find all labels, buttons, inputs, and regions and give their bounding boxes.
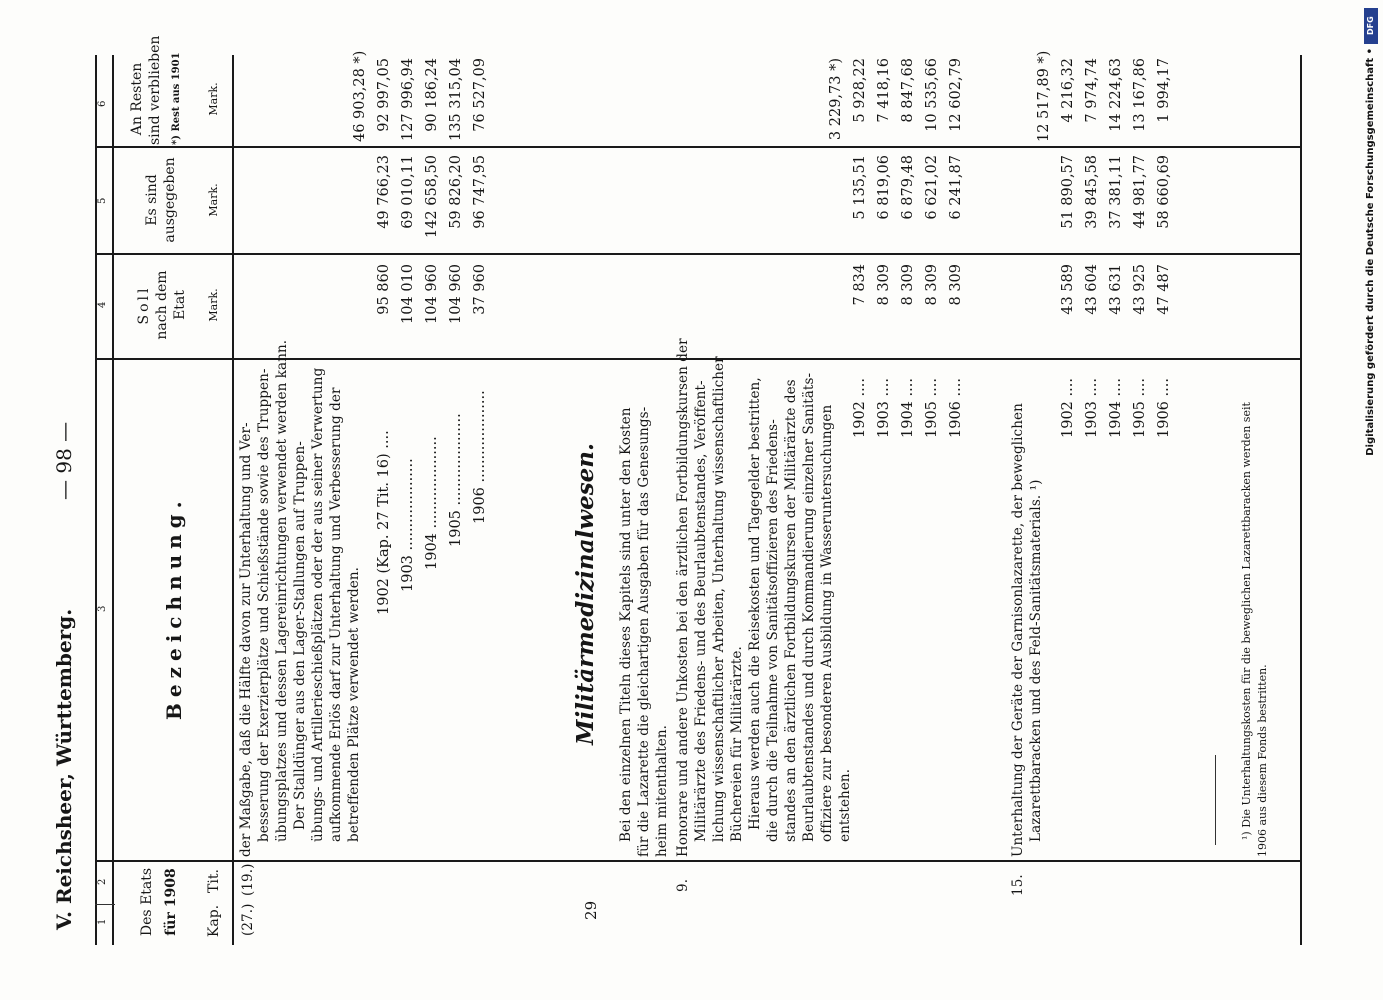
header-etat: Des Etats: [139, 867, 155, 937]
block2-ausg: 6 621,02: [924, 155, 940, 220]
block1-line: betreffenden Plätze verwendet werden.: [346, 566, 362, 842]
header-soll-1: Soll: [136, 285, 152, 325]
col-rule-5-6: [95, 146, 1300, 148]
section-intro: heim mitenthalten.: [654, 724, 670, 857]
block3-rest: 4 216,32: [1060, 58, 1076, 123]
block1-year: 1904 ....................: [424, 436, 440, 570]
block2-line: lichung wissenschaftlicher Arbeiten, Unterhaltung wissenschaftlicher: [711, 356, 727, 842]
header-tit: Tit.: [206, 869, 222, 893]
block2-ausg: 6 879,48: [900, 155, 916, 220]
block1-rest-1901: 46 903,28 *): [352, 50, 368, 142]
block1-kap: (27.): [240, 903, 256, 936]
block2-rest: 10 535,66: [924, 58, 940, 132]
block3-rest: 14 224,63: [1108, 58, 1124, 132]
header-bottom-rule: [232, 55, 234, 945]
col-rule-1-2: [95, 904, 115, 905]
block1-rest: 135 315,04: [448, 58, 464, 142]
header-ausg-2: ausgegeben: [162, 157, 178, 243]
block2-line: Beurlaubtenstandes und durch Kommandierung einzelner Sanitäts-: [801, 372, 817, 842]
colnum-6: 6: [97, 100, 108, 107]
table-bottom-rule: [1300, 55, 1302, 945]
block1-soll: 104 960: [424, 264, 440, 324]
block3-year: 1904 ....: [1108, 378, 1124, 438]
block3-rest-1901: 12 517,89 *): [1036, 50, 1052, 142]
block2-ausg: 6 819,06: [876, 155, 892, 220]
block1-rest: 90 186,24: [424, 58, 440, 132]
block3-soll: 43 925: [1132, 264, 1148, 315]
block2-ausg: 6 241,87: [948, 155, 964, 220]
header-rest-2: sind verblieben: [147, 35, 163, 145]
block2-year: 1906 ....: [948, 378, 964, 438]
block3-ausg: 51 890,57: [1060, 155, 1076, 229]
header-rest-1: An Resten: [129, 62, 145, 136]
block1-line: besserung der Exerzierplätze und Schießstände sowie des Truppen-: [256, 368, 272, 842]
block1-line: der Maßgabe, daß die Hälfte davon zur Unterhaltung und Ver-: [238, 422, 254, 857]
colnum-3: 3: [97, 605, 108, 612]
col-rule-4-5: [95, 253, 1300, 255]
block2-line: Hieraus werden auch die Reisekosten und Tagegelder bestritten,: [747, 377, 763, 830]
block3-soll: 43 604: [1084, 264, 1100, 315]
block2-soll: 7 834: [852, 264, 868, 306]
block1-year: 1902 (Kap. 27 Tit. 16) ....: [376, 430, 392, 615]
footnote-rule: [1215, 755, 1216, 845]
block1-ausg: 59 826,20: [448, 155, 464, 229]
block3-tit: 15.: [1010, 874, 1026, 896]
block2-line: Militärärzte des Friedens- und des Beurlaubtenstandes, Veröffent-: [693, 380, 709, 842]
block1-rest: 76 527,09: [472, 58, 488, 132]
block3-rest: 1 994,17: [1156, 58, 1172, 123]
block1-soll: 104 960: [448, 264, 464, 324]
block3-line: Unterhaltung der Geräte der Garnisonlazarette, der beweglichen: [1010, 403, 1026, 857]
header-bezeichnung: Bezeichnung.: [162, 495, 186, 720]
block2-rest-1901: 3 229,73 *): [828, 58, 844, 141]
block2-line: standes an den ärztlichen Fortbildungskursen der Militärärzte des: [783, 379, 799, 842]
block1-year: 1905 ....................: [448, 413, 464, 547]
block3-line: Lazarettbaracken und des Feld-Sanitätsmaterials. ¹): [1028, 479, 1044, 842]
block2-tit: 9.: [675, 878, 691, 892]
block1-ausg: 96 747,95: [472, 155, 488, 229]
block1-line: Der Stalldünger aus den Lager-Stallungen auf Truppen-: [292, 441, 308, 830]
block1-tit: (19.): [240, 863, 256, 896]
block2-soll: 8 309: [876, 264, 892, 306]
block1-year: 1906 ....................: [472, 390, 488, 524]
header-kap: Kap.: [206, 904, 222, 938]
block3-soll: 43 631: [1108, 264, 1124, 315]
block3-soll: 43 589: [1060, 264, 1076, 315]
block1-soll: 95 860: [376, 264, 392, 315]
block1-line: aufkommende Erlös darf zur Unterhaltung und Verbesserung der: [328, 387, 344, 842]
block2-ausg: 5 135,51: [852, 155, 868, 220]
header-soll-2: nach dem: [154, 270, 170, 340]
block3-ausg: 44 981,77: [1132, 155, 1148, 229]
block1-ausg: 49 766,23: [376, 155, 392, 229]
colnum-5: 5: [97, 197, 108, 204]
side-credit-text: Digitalisierung gefördert durch die Deutsche Forschungsgemeinschaft •: [1365, 48, 1376, 456]
block3-year: 1906 ....: [1156, 378, 1172, 438]
block2-year: 1902 ....: [852, 378, 868, 438]
block3-ausg: 58 660,69: [1156, 155, 1172, 229]
page-number: — 98 —: [52, 421, 76, 500]
block2-year: 1904 ....: [900, 378, 916, 438]
block1-line: übungsplatzes und dessen Lagereinrichtungen verwendet werden kann.: [274, 339, 290, 842]
block2-soll: 8 309: [900, 264, 916, 306]
side-credit: [1362, 0, 1382, 1000]
header-rest-3: *) Rest aus 1901: [171, 52, 182, 145]
block1-rest: 92 997,05: [376, 58, 392, 132]
header-fuer: für 1908: [163, 868, 179, 936]
colnum-rule: [112, 55, 114, 945]
block3-ausg: 37 381,11: [1108, 155, 1124, 229]
footnote-line: 1906 aus diesem Fonds bestritten.: [1256, 664, 1269, 857]
block3-rest: 13 167,86: [1132, 58, 1148, 132]
colnum-4: 4: [97, 301, 108, 308]
block1-soll: 37 960: [472, 264, 488, 315]
block1-rest: 127 996,94: [400, 58, 416, 142]
block1-ausg: 142 658,50: [424, 155, 440, 239]
block2-rest: 12 602,79: [948, 58, 964, 132]
block1-soll: 104 010: [400, 264, 416, 324]
block3-year: 1905 ....: [1132, 378, 1148, 438]
header-rest-unit: Mark.: [207, 82, 220, 116]
col-rule-2-3: [95, 860, 1300, 862]
table-top-rule: [95, 55, 97, 945]
block1-year: 1903 ....................: [400, 458, 416, 592]
block2-year: 1905 ....: [924, 378, 940, 438]
block2-line: entstehen.: [837, 768, 853, 842]
block2-line: offiziere zur besonderen Ausbildung in Wasseruntersuchungen: [819, 404, 835, 842]
header-ausg-unit: Mark.: [207, 183, 220, 217]
header-soll-unit: Mark.: [207, 288, 220, 322]
block2-line: die durch die Teilnahme von Sanitätsoffizieren des Friedens-: [765, 419, 781, 842]
section-kap: 29: [582, 900, 600, 920]
block3-year: 1903 ....: [1084, 378, 1100, 438]
dfg-logo: DFG: [1364, 8, 1378, 44]
footnote-line: ¹) Die Unterhaltungskosten für die beweglichen Lazarettbaracken werden seit: [1240, 402, 1253, 840]
block1-line: übungs- und Artillerieschießplätzen oder der aus seiner Verwertung: [310, 367, 326, 842]
header-soll-3: Etat: [172, 290, 188, 320]
block3-soll: 47 487: [1156, 264, 1172, 315]
block2-year: 1903 ....: [876, 378, 892, 438]
block2-rest: 5 928,22: [852, 58, 868, 123]
block2-line: Büchereien für Militärärzte.: [729, 646, 745, 842]
section-intro: Bei den einzelnen Titeln dieses Kapitels sind unter den Kosten: [618, 407, 634, 842]
block3-ausg: 39 845,58: [1084, 155, 1100, 229]
block2-soll: 8 309: [948, 264, 964, 306]
section-title: Militärmedizinalwesen.: [572, 442, 599, 745]
block2-rest: 7 418,16: [876, 58, 892, 123]
block2-line: Honorare und andere Unkosten bei den ärztlichen Fortbildungskursen der: [675, 338, 691, 857]
colnum-1: 1: [97, 918, 108, 925]
header-ausg-1: Es sind: [144, 174, 160, 226]
block2-soll: 8 309: [924, 264, 940, 306]
block1-ausg: 69 010,11: [400, 155, 416, 229]
colnum-2: 2: [97, 878, 108, 885]
block3-year: 1902 ....: [1060, 378, 1076, 438]
block3-rest: 7 974,74: [1084, 58, 1100, 123]
running-head: V. Reichsheer, Württemberg.: [52, 608, 76, 930]
section-intro: für die Lazarette die gleichartigen Ausgaben für das Genesungs-: [636, 406, 652, 857]
block2-rest: 8 847,68: [900, 58, 916, 123]
